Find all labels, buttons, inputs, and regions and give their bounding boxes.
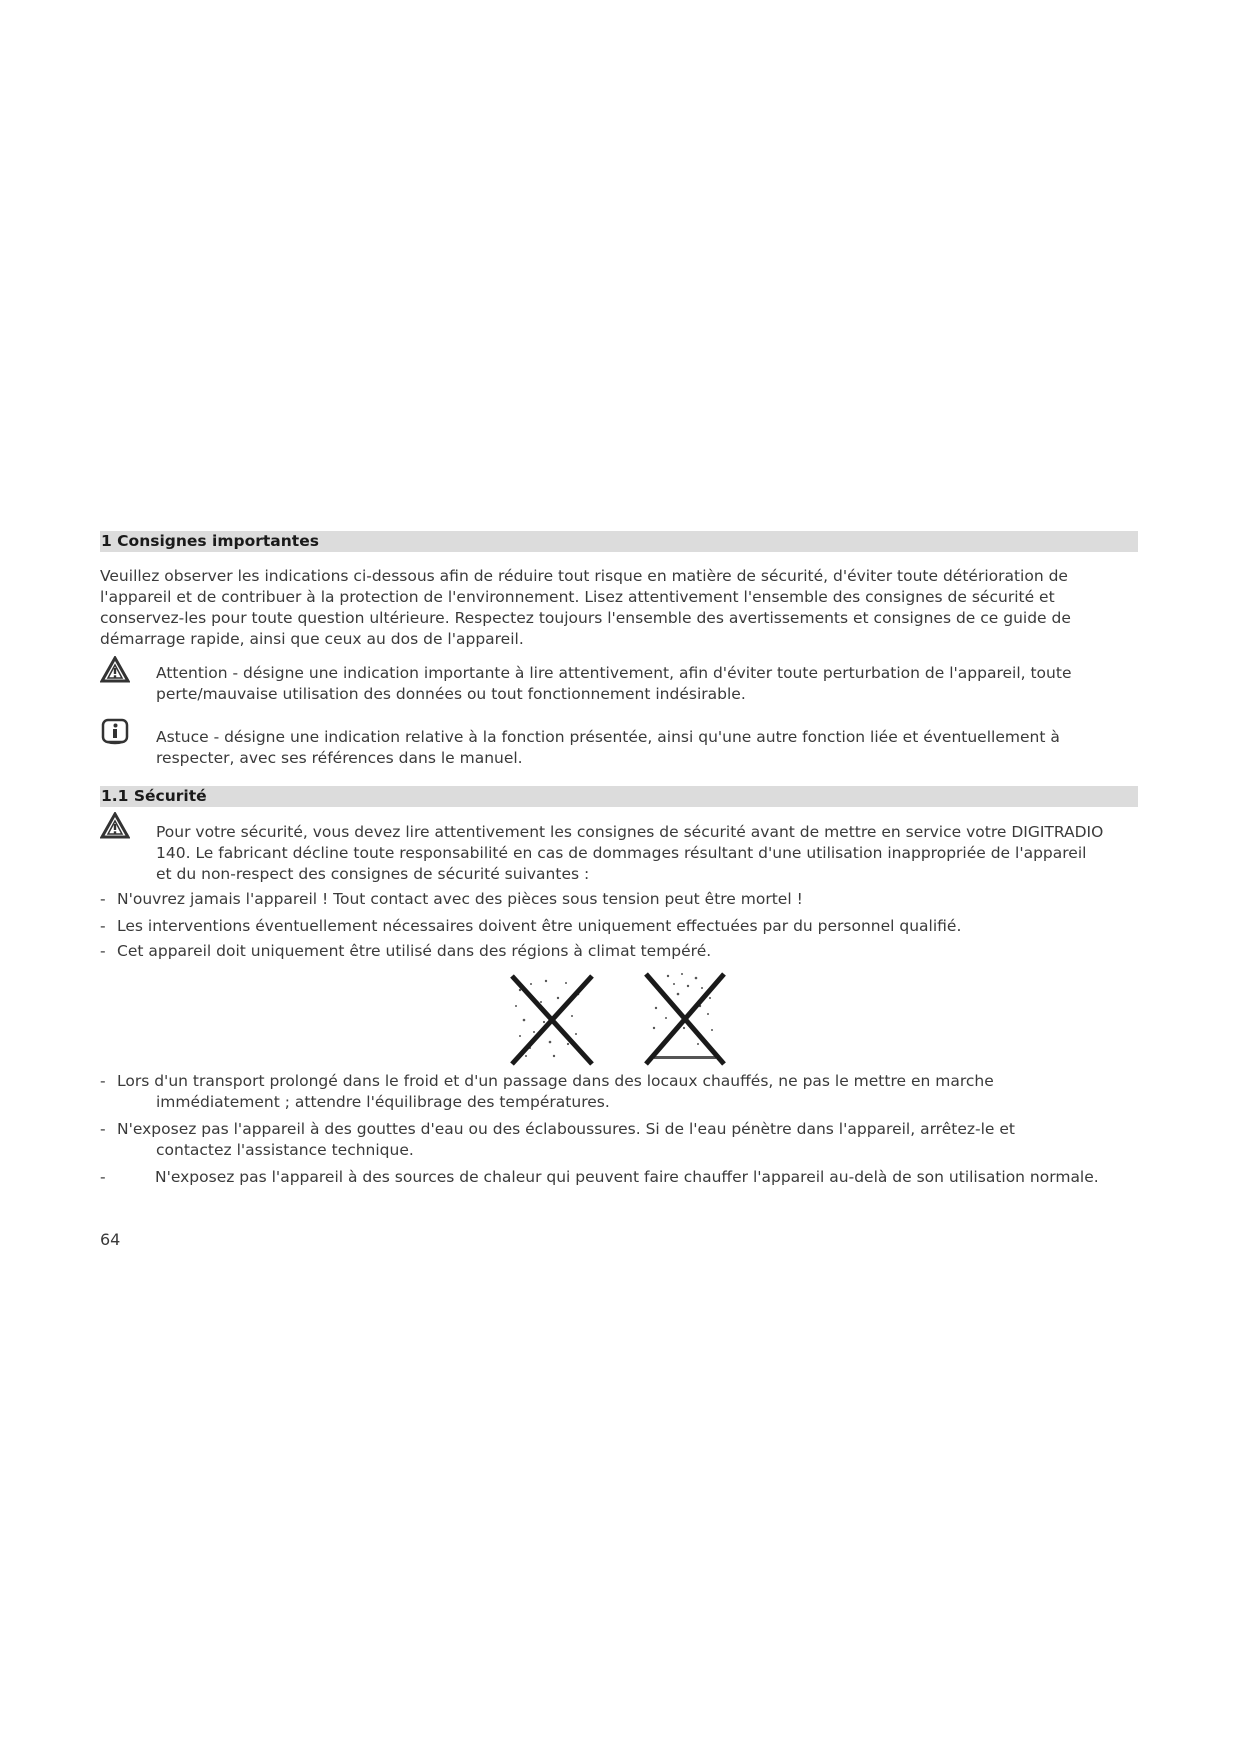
list-item-line: contactez l'assistance technique. <box>156 1141 414 1159</box>
bullet-dash: - <box>100 917 106 935</box>
bullet-dash: - <box>100 1120 106 1138</box>
info-icon <box>100 718 130 746</box>
bullet-dash: - <box>100 1072 106 1090</box>
section-heading-consignes: 1 Consignes importantes <box>100 531 1138 552</box>
bullet-dash: - <box>100 890 106 908</box>
security-warning-line: et du non-respect des consignes de sécurité suivantes : <box>156 865 590 883</box>
warning-triangle-icon <box>100 656 130 683</box>
section-heading-securite: 1.1 Sécurité <box>100 786 1138 807</box>
list-item-water <box>117 1119 1015 1161</box>
attention-line: perte/mauvaise utilisation des données ou tout fonctionnement indésirable. <box>156 685 746 703</box>
intro-line: l'appareil et de contribuer à la protection de l'environnement. Lisez attentivement l'ensemble des consignes de sécurité et <box>100 588 1055 606</box>
list-item-line: immédiatement ; attendre l'équilibrage des températures. <box>156 1093 610 1111</box>
bullet-dash: - <box>100 942 106 960</box>
intro-line: démarrage rapide, ainsi que ceux au dos de l'appareil. <box>100 630 524 648</box>
astuce-note <box>156 727 1060 769</box>
no-cold-icon <box>506 972 598 1068</box>
list-item-line: Lors d'un transport prolongé dans le froid et d'un passage dans des locaux chauffés, ne pas le mettre en marche <box>117 1072 994 1090</box>
astuce-line: respecter, avec ses références dans le manuel. <box>156 749 523 767</box>
attention-note <box>156 663 1071 705</box>
list-item: Les interventions éventuellement nécessaires doivent être uniquement effectuées par du personnel qualifié. <box>117 917 962 935</box>
list-item-line: N'exposez pas l'appareil à des gouttes d'eau ou des éclaboussures. Si de l'eau pénètre dans l'appareil, arrêtez-le et <box>117 1120 1015 1138</box>
list-item-heat: N'exposez pas l'appareil à des sources de chaleur qui peuvent faire chauffer l'appareil au-delà de son utilisation normale. <box>155 1168 1099 1186</box>
astuce-line: Astuce - désigne une indication relative à la fonction présentée, ainsi qu'une autre fonction liée et éventuellement à <box>156 728 1060 746</box>
security-warning <box>156 822 1103 885</box>
list-item: N'ouvrez jamais l'appareil ! Tout contact avec des pièces sous tension peut être mortel ! <box>117 890 803 908</box>
intro-line: Veuillez observer les indications ci-dessous afin de réduire tout risque en matière de sécurité, d'éviter toute détérioration de <box>100 567 1068 585</box>
no-water-icon <box>638 968 732 1068</box>
list-item-transport <box>117 1071 994 1113</box>
list-item: Cet appareil doit uniquement être utilisé dans des régions à climat tempéré. <box>117 942 712 960</box>
page-number: 64 <box>100 1230 121 1249</box>
security-warning-line: 140. Le fabricant décline toute responsabilité en cas de dommages résultant d'une utilisation inappropriée de l'appareil <box>156 844 1087 862</box>
attention-line: Attention - désigne une indication importante à lire attentivement, afin d'éviter toute perturbation de l'appareil, toute <box>156 664 1072 682</box>
bullet-dash: - <box>100 1168 106 1186</box>
intro-line: conservez-les pour toute question ultérieure. Respectez toujours l'ensemble des avertissements et consignes de ce guide de <box>100 609 1071 627</box>
warning-triangle-icon <box>100 812 130 839</box>
security-warning-line: Pour votre sécurité, vous devez lire attentivement les consignes de sécurité avant de mettre en service votre DIGITRADIO <box>156 823 1104 841</box>
intro-paragraph <box>100 566 1071 650</box>
